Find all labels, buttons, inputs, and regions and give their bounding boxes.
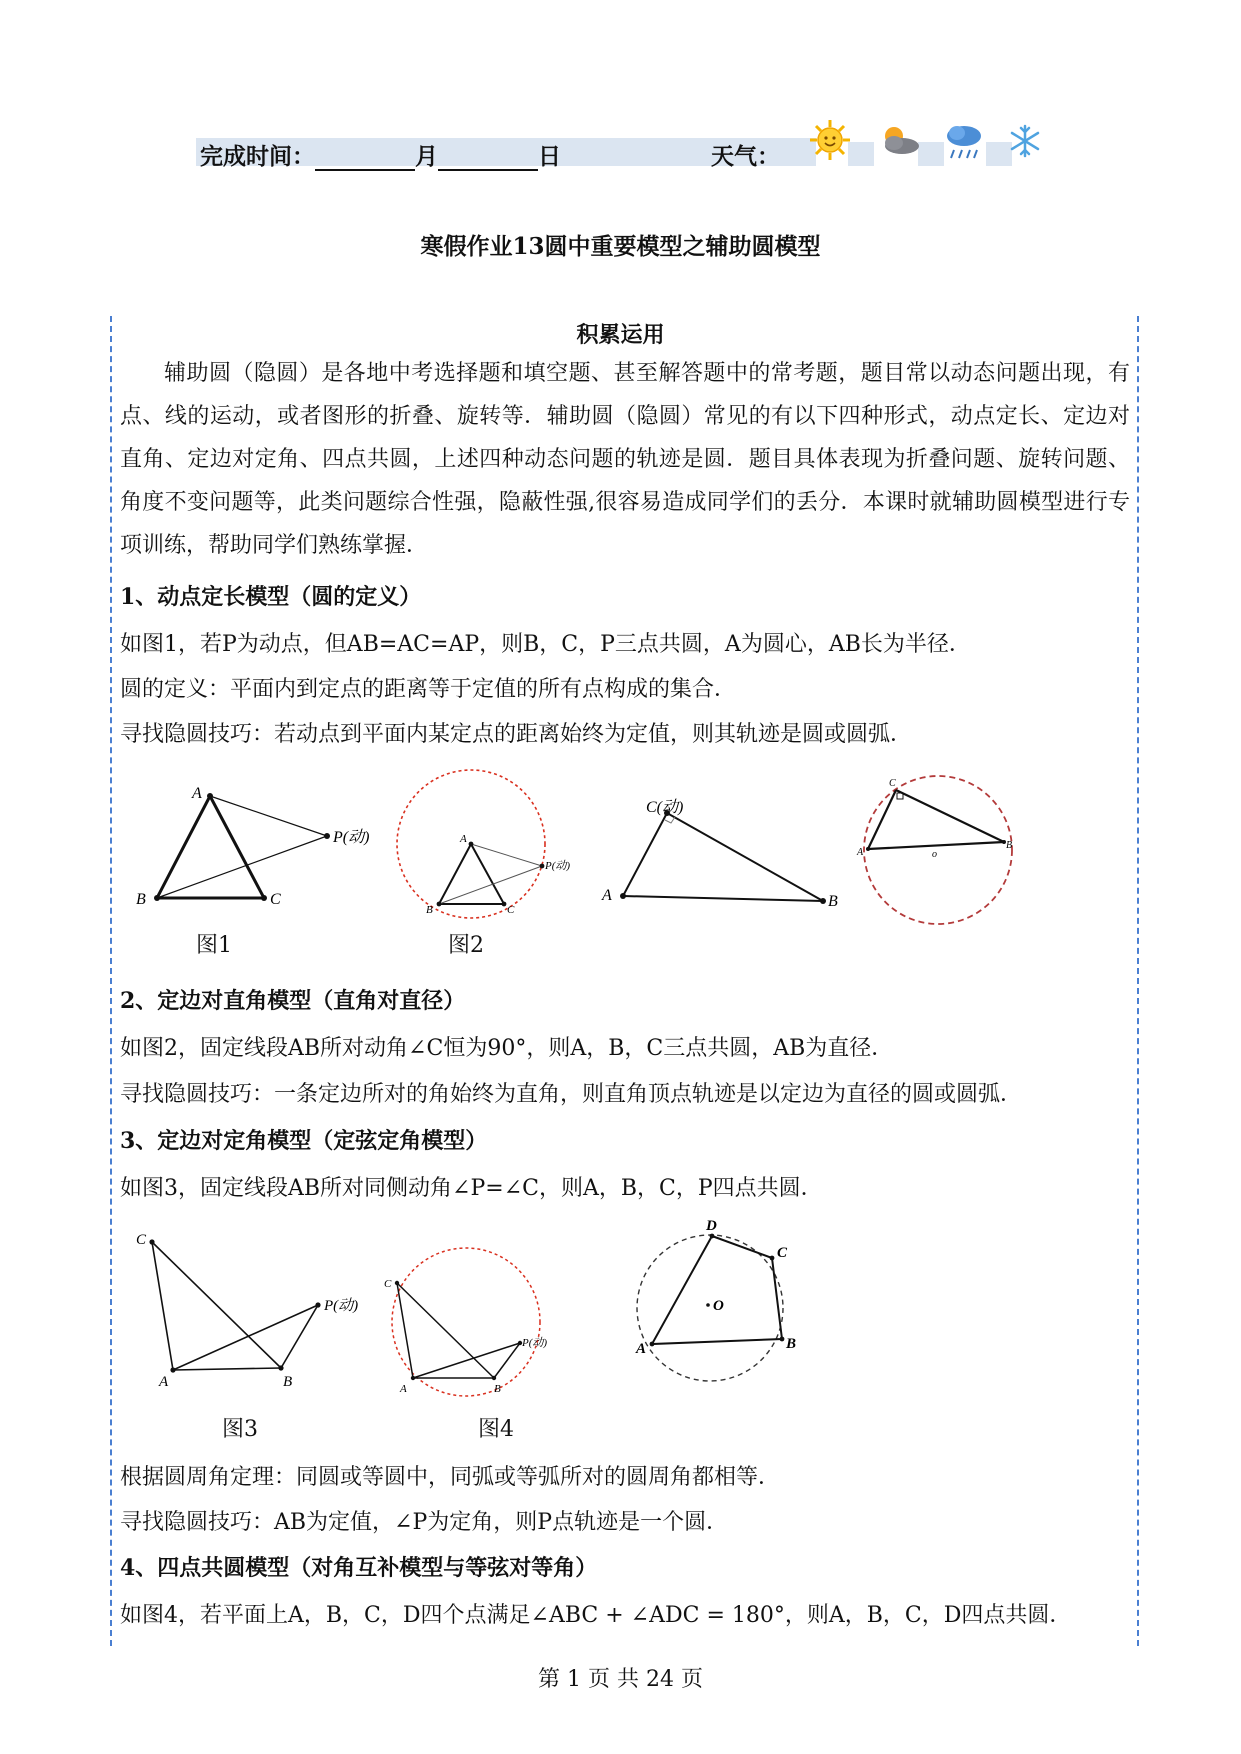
fig1-label-b: B bbox=[136, 891, 146, 908]
rtc-label-c: C bbox=[889, 778, 896, 789]
fig2-label-b: B bbox=[426, 904, 433, 916]
intro-paragraph: 辅助圆（隐圆）是各地中考选择题和填空题、甚至解答题中的常考题，题目常以动态问题出现，有点、线的运动，或者图形的折叠、旋转等．辅助圆（隐圆）常见的有以下四种形式，动点定长、定边对直角、定边对定角、四点共圆，上述四种动态问题的轨迹是圆．题目具体表现为折叠问题、旋转问题、角度不变问题等，此类问题综合性强，隐蔽性强,很容易造成同学们的丢分．本课时就辅助圆模型进行专项训练，帮助同学们熟练掌握． bbox=[120, 361, 1130, 558]
fig2-label-p: P(动) bbox=[545, 860, 571, 872]
sun-icon[interactable] bbox=[808, 118, 852, 162]
fig1-label-c: C bbox=[270, 891, 281, 908]
model4-line1: 如图4，若平面上A，B，C，D四个点满足∠ABC + ∠ADC = 180°，则A，B，C，D四点共圆． bbox=[120, 1603, 1072, 1628]
day-label: 日 bbox=[538, 143, 561, 170]
fig2-label-a: A bbox=[460, 833, 467, 845]
fig4-label-p: P(动) bbox=[522, 1337, 548, 1349]
fig3-label-p: P(动) bbox=[324, 1298, 359, 1314]
model2-line2: 寻找隐圆技巧：一条定边所对的角始终为直角，则直角顶点轨迹是以定边为直径的圆或圆弧． bbox=[120, 1082, 1023, 1107]
page-footer: 第 1 页 共 24 页 bbox=[538, 1667, 703, 1692]
fig4-caption: 图4 bbox=[478, 1417, 514, 1442]
rtc-label-o: o bbox=[932, 849, 937, 860]
rt-label-a: A bbox=[602, 887, 612, 904]
weather-label: 天气： bbox=[711, 143, 780, 170]
cq-label-d: D bbox=[706, 1218, 717, 1234]
figure-2 bbox=[396, 762, 586, 932]
frame-right-border bbox=[1137, 316, 1139, 1646]
fig4-label-c: C bbox=[384, 1278, 392, 1290]
model1-line2: 圆的定义：平面内到定点的距离等于定值的所有点构成的集合． bbox=[120, 677, 737, 702]
fig3-label-c: C bbox=[136, 1232, 147, 1248]
model1-line1: 如图1，若P为动点，但AB=AC=AP，则B，C，P三点共圆，A为圆心，AB长为半径． bbox=[120, 632, 971, 657]
model3-line2: 根据圆周角定理：同圆或等圆中，同弧或等弧所对的圆周角都相等． bbox=[120, 1465, 781, 1490]
rtc-label-b: B bbox=[1006, 840, 1013, 851]
rain-icon[interactable] bbox=[942, 120, 986, 164]
snowflake-icon[interactable] bbox=[1008, 124, 1042, 158]
fig1-caption: 图1 bbox=[196, 933, 232, 958]
rt-label-b: B bbox=[828, 893, 838, 910]
model3-line1: 如图3，固定线段AB所对同侧动角∠P=∠C，则A，B，C，P四点共圆． bbox=[120, 1176, 823, 1201]
month-label: 月 bbox=[415, 143, 438, 170]
model3-line3: 寻找隐圆技巧：AB为定值，∠P为定角，则P点轨迹是一个圆． bbox=[120, 1510, 729, 1535]
fig1-label-p: P(动) bbox=[333, 829, 370, 846]
rtc-label-a: A bbox=[857, 847, 864, 858]
fig1-label-a: A bbox=[192, 785, 202, 802]
figure-1 bbox=[130, 780, 390, 910]
cq-label-o: O bbox=[713, 1298, 724, 1314]
model3-heading: 3、定边对定角模型（定弦定角模型） bbox=[120, 1128, 488, 1154]
model1-line3: 寻找隐圆技巧：若动点到平面内某定点的距离始终为定值，则其轨迹是圆或圆弧． bbox=[120, 722, 913, 747]
cq-label-c: C bbox=[777, 1245, 788, 1261]
figure-right-triangle bbox=[595, 795, 845, 910]
model2-heading: 2、定边对直角模型（直角对直径） bbox=[120, 988, 466, 1014]
frame-left-border bbox=[110, 316, 112, 1646]
fig4-label-b: B bbox=[494, 1383, 501, 1395]
header-fields bbox=[200, 138, 780, 171]
day-blank[interactable] bbox=[438, 147, 538, 171]
figure-3 bbox=[128, 1228, 378, 1388]
partly-cloudy-icon[interactable] bbox=[874, 120, 922, 160]
page-title: 寒假作业13圆中重要模型之辅助圆模型 bbox=[420, 233, 821, 260]
cq-label-a: A bbox=[636, 1341, 647, 1357]
fig3-caption: 图3 bbox=[222, 1417, 258, 1442]
model2-line1: 如图2，固定线段AB所对动角∠C恒为90°，则A，B，C三点共圆，AB为直径． bbox=[120, 1036, 894, 1061]
cq-label-b: B bbox=[786, 1336, 797, 1352]
figure-cyclic-quad bbox=[620, 1218, 800, 1398]
fig4-label-a: A bbox=[400, 1383, 407, 1395]
month-blank[interactable] bbox=[315, 147, 415, 171]
fig2-label-c: C bbox=[507, 904, 515, 916]
figure-right-triangle-circle bbox=[852, 768, 1022, 928]
section-heading: 积累运用 bbox=[576, 322, 665, 348]
figure-4 bbox=[376, 1242, 566, 1402]
fig2-caption: 图2 bbox=[448, 933, 484, 958]
fig3-label-b: B bbox=[283, 1374, 293, 1388]
finish-time-label: 完成时间： bbox=[200, 143, 315, 170]
model4-heading: 4、四点共圆模型（对角互补模型与等弦对等角） bbox=[120, 1555, 598, 1581]
rt-label-c: C(动) bbox=[646, 799, 684, 816]
fig3-label-a: A bbox=[159, 1374, 169, 1388]
model1-heading: 1、动点定长模型（圆的定义） bbox=[120, 584, 422, 610]
